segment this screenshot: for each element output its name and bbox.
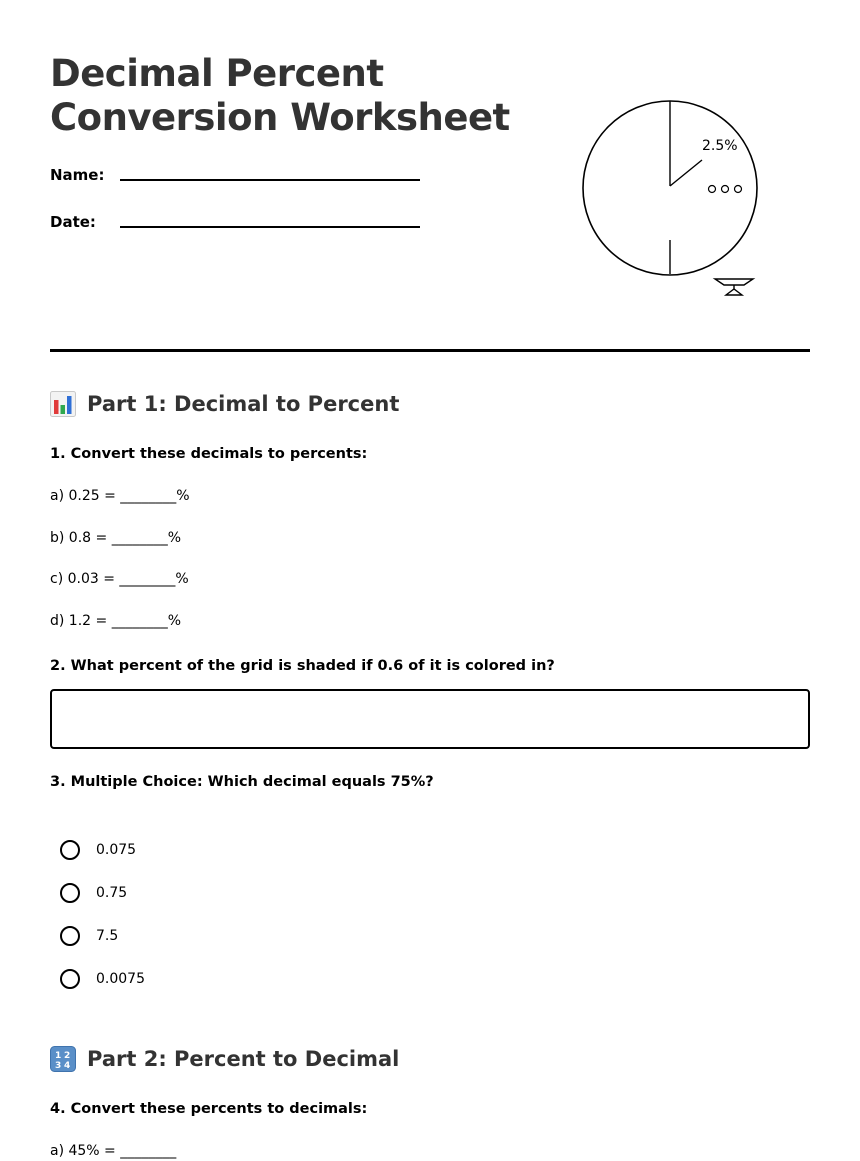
- svg-text:3: 3: [55, 1061, 62, 1071]
- option-label: 0.075: [96, 842, 137, 858]
- radio-button[interactable]: [60, 840, 80, 860]
- q3-option-3[interactable]: [60, 923, 118, 949]
- q1-item-b: b) 0.8 = ________%: [50, 530, 181, 546]
- option-label: 0.0075: [96, 971, 145, 987]
- part2-title: Part 2: Percent to Decimal: [87, 1047, 400, 1071]
- radio-button[interactable]: [60, 969, 80, 989]
- date-label: Date:: [50, 213, 96, 231]
- bar-chart-icon: [50, 391, 76, 417]
- name-underline[interactable]: [120, 179, 420, 181]
- part1-heading: [50, 389, 399, 419]
- scale-base-icon: [715, 279, 753, 295]
- pie-figure: [580, 90, 810, 310]
- q4-prompt: 4. Convert these percents to decimals:: [50, 1101, 368, 1117]
- input-numbers-icon: [50, 1046, 76, 1072]
- svg-text:2: 2: [64, 1051, 71, 1061]
- name-label: Name:: [50, 166, 105, 184]
- q1-prompt: 1. Convert these decimals to percents:: [50, 446, 368, 462]
- option-label: 7.5: [96, 928, 119, 944]
- header-divider: [50, 349, 810, 352]
- q2-prompt: 2. What percent of the grid is shaded if 0.6 of it is colored in?: [50, 658, 555, 674]
- worksheet-page: [50, 0, 810, 1161]
- q1-item-c: c) 0.03 = ________%: [50, 571, 189, 587]
- title-line-2: Conversion Worksheet: [50, 96, 510, 139]
- radio-button[interactable]: [60, 926, 80, 946]
- part2-heading: [50, 1044, 399, 1074]
- date-underline[interactable]: [120, 226, 420, 228]
- q3-prompt: 3. Multiple Choice: Which decimal equals 75%?: [50, 774, 434, 790]
- title-line-1: Decimal Percent: [50, 52, 384, 95]
- pie-slice-label: 2.5%: [702, 138, 738, 154]
- radio-button[interactable]: [60, 883, 80, 903]
- q3-option-2[interactable]: [60, 880, 127, 906]
- date-field[interactable]: [50, 212, 420, 236]
- option-label: 0.75: [96, 885, 128, 901]
- page-title: [50, 52, 530, 140]
- pie-figure-svg: [580, 90, 810, 310]
- svg-text:4: 4: [64, 1061, 71, 1071]
- dot-1: [709, 186, 716, 193]
- dot-3: [735, 186, 742, 193]
- q4-item-a: a) 45% = ________: [50, 1143, 177, 1159]
- dot-2: [722, 186, 729, 193]
- part1-title: Part 1: Decimal to Percent: [87, 392, 400, 416]
- q3-option-4[interactable]: [60, 966, 145, 992]
- q1-item-d: d) 1.2 = ________%: [50, 613, 181, 629]
- q1-item-a: a) 0.25 = ________%: [50, 488, 190, 504]
- name-field[interactable]: [50, 165, 420, 189]
- svg-text:1: 1: [55, 1051, 62, 1061]
- q3-option-1[interactable]: [60, 837, 136, 863]
- q2-answer-box[interactable]: [50, 689, 810, 749]
